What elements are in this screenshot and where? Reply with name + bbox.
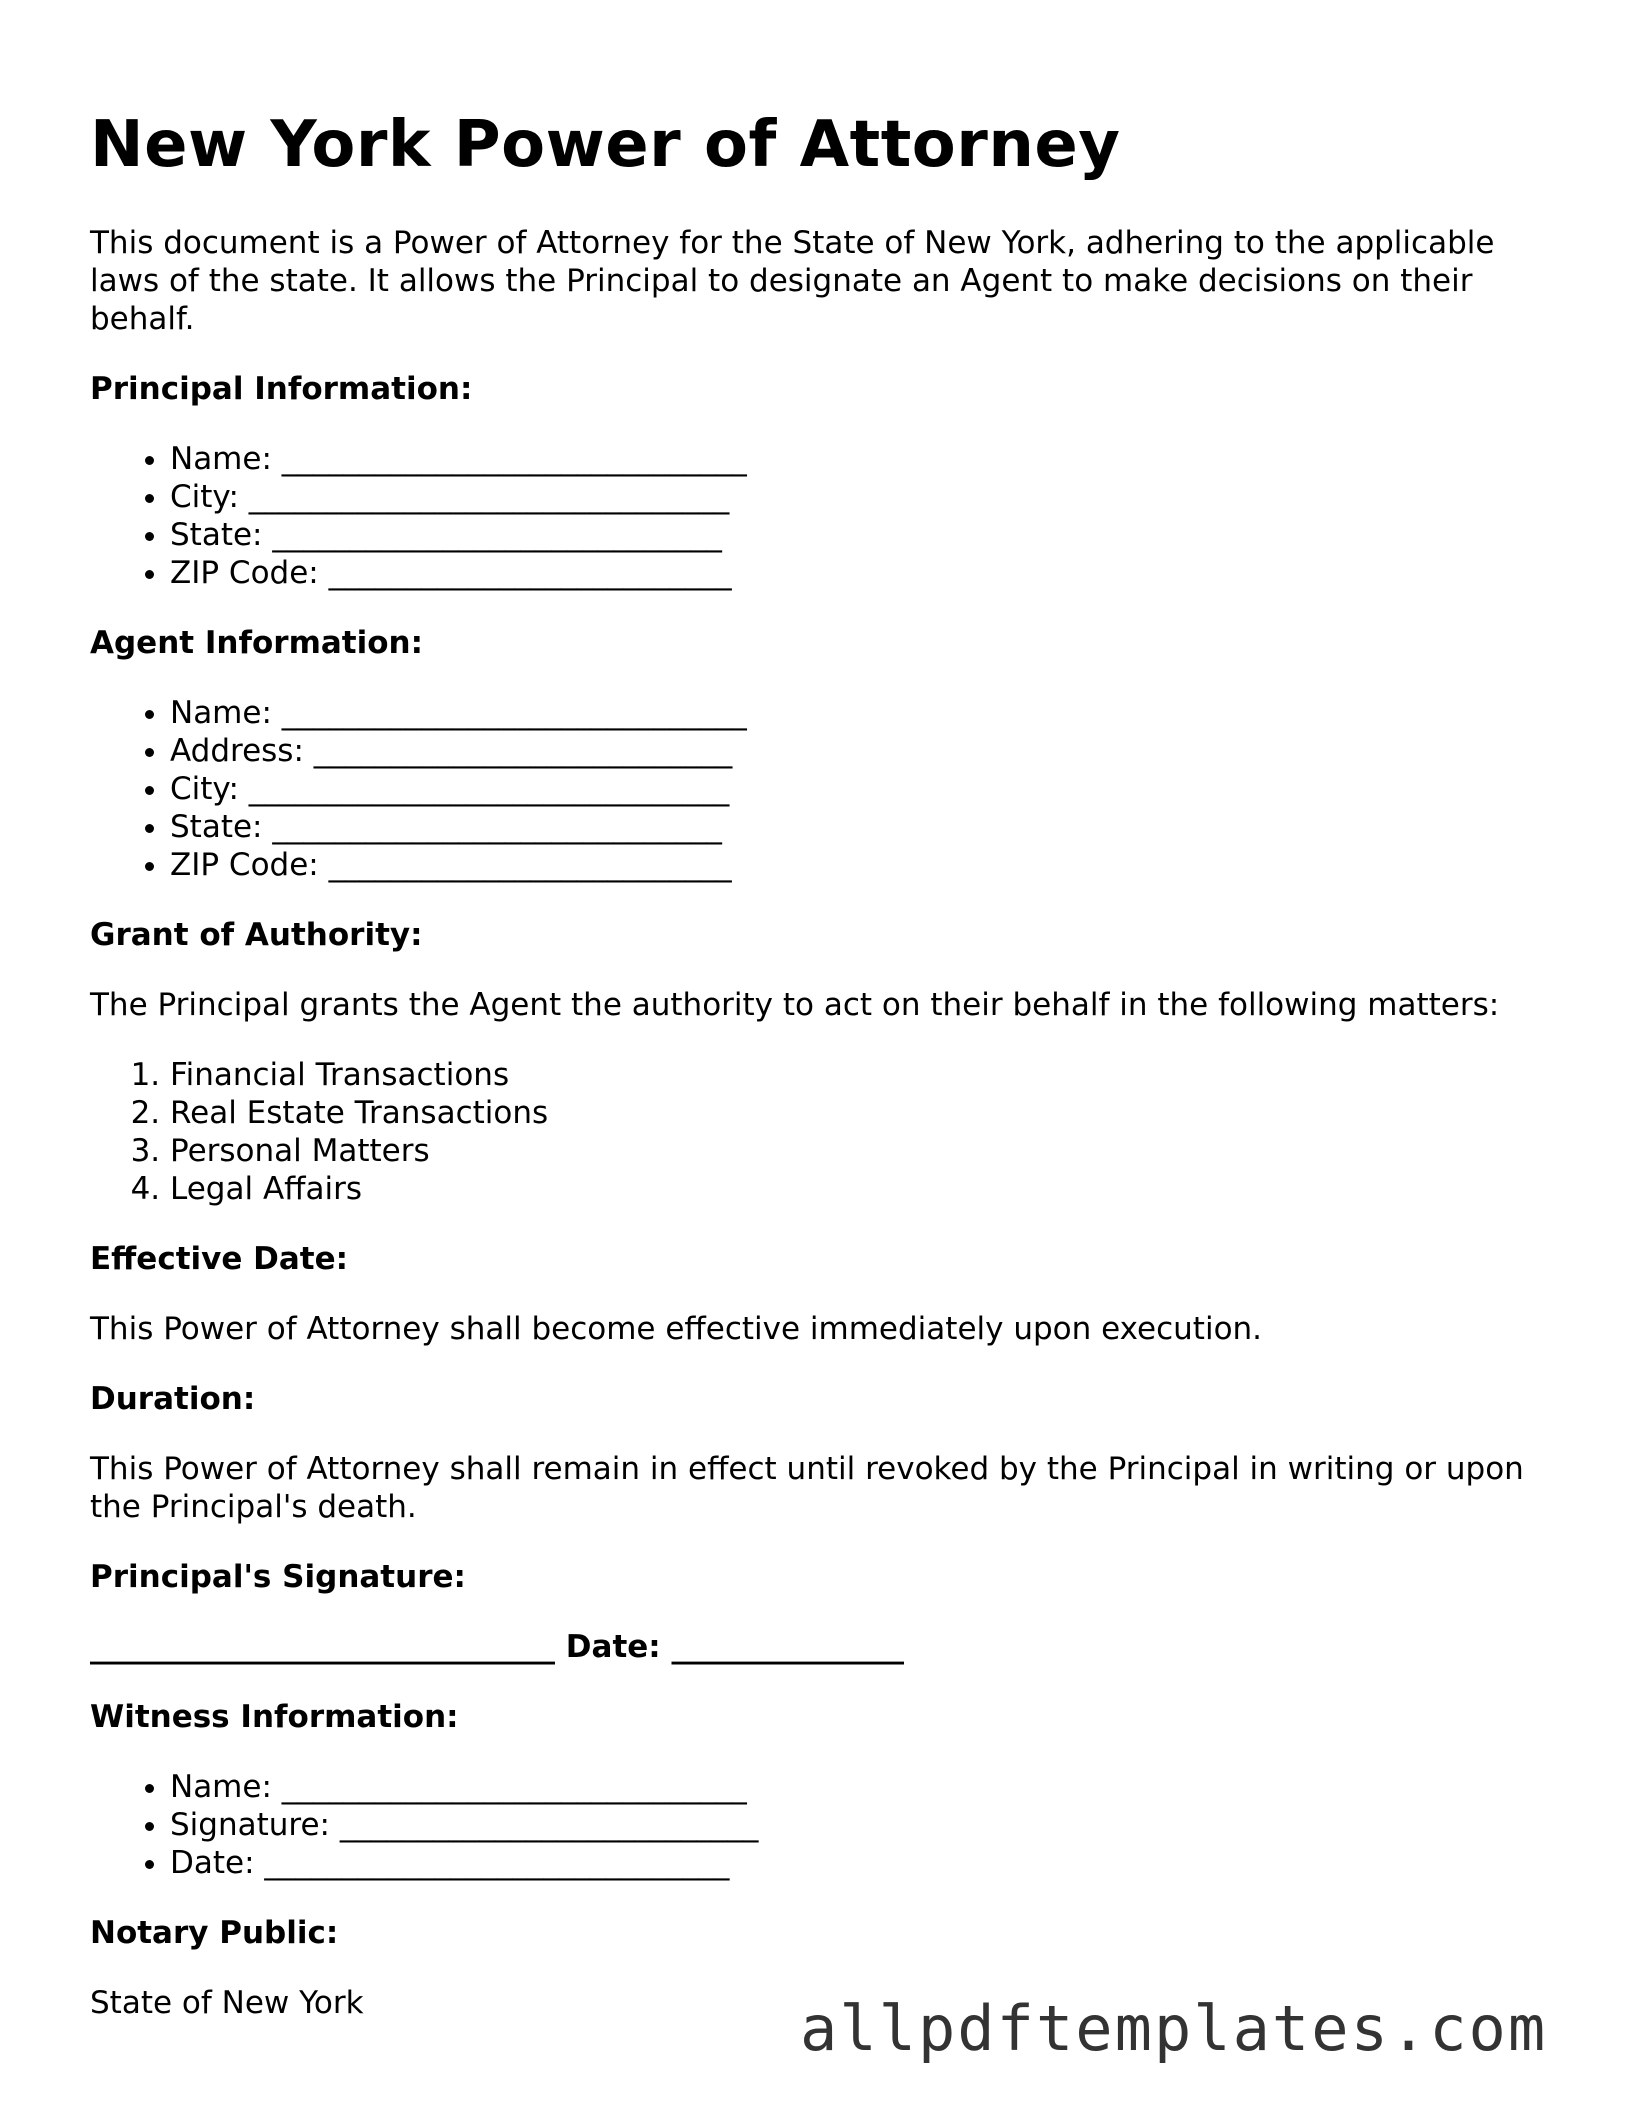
watermark: allpdftemplates.com	[800, 1992, 1548, 2065]
grant-item: 4. Legal Affairs	[170, 1170, 1550, 1208]
principal-list	[90, 440, 1550, 592]
document	[90, 110, 1550, 2054]
witness-list	[90, 1768, 1550, 1882]
intro-paragraph: This document is a Power of Attorney for the State of New York, adhering to the applicable laws of the state. It allows the Principal to designate an Agent to make decisions on their behalf.	[90, 225, 1495, 338]
agent-address-field[interactable]: • Address: ___________________________	[170, 732, 1550, 770]
agent-zip-field[interactable]: • ZIP Code: __________________________	[170, 846, 1550, 884]
principal-heading: Principal Information:	[90, 371, 473, 408]
grant-list	[90, 1056, 1550, 1208]
principal-state-field[interactable]: • State: _____________________________	[170, 516, 1550, 554]
duration-paragraph: This Power of Attorney shall remain in effect until revoked by the Principal in writing or upon the Principal's death.	[90, 1451, 1524, 1526]
page-title: New York Power of Attorney	[90, 108, 1121, 182]
grant-item: 3. Personal Matters	[170, 1132, 1550, 1170]
signature-line[interactable]: ______________________________ Date: _______________	[90, 1629, 904, 1666]
witness-signature-field[interactable]: • Signature: ___________________________	[170, 1806, 1550, 1844]
grant-item: 2. Real Estate Transactions	[170, 1094, 1550, 1132]
signature-heading: Principal's Signature:	[90, 1559, 466, 1596]
notary-heading: Notary Public:	[90, 1915, 339, 1952]
duration-heading: Duration:	[90, 1381, 256, 1418]
agent-heading: Agent Information:	[90, 625, 423, 662]
principal-city-field[interactable]: • City: _______________________________	[170, 478, 1550, 516]
agent-name-field[interactable]: • Name: ______________________________	[170, 694, 1550, 732]
principal-zip-field[interactable]: • ZIP Code: __________________________	[170, 554, 1550, 592]
agent-list	[90, 694, 1550, 884]
notary-state: State of New York	[90, 1985, 364, 2022]
principal-name-field[interactable]: • Name: ______________________________	[170, 440, 1550, 478]
agent-city-field[interactable]: • City: _______________________________	[170, 770, 1550, 808]
grant-paragraph: The Principal grants the Agent the authority to act on their behalf in the following matters:	[90, 987, 1500, 1024]
witness-heading: Witness Information:	[90, 1699, 459, 1736]
agent-state-field[interactable]: • State: _____________________________	[170, 808, 1550, 846]
effective-paragraph: This Power of Attorney shall become effective immediately upon execution.	[90, 1311, 1263, 1348]
grant-item: 1. Financial Transactions	[170, 1056, 1550, 1094]
effective-heading: Effective Date:	[90, 1241, 349, 1278]
witness-name-field[interactable]: • Name: ______________________________	[170, 1768, 1550, 1806]
witness-date-field[interactable]: • Date: ______________________________	[170, 1844, 1550, 1882]
grant-heading: Grant of Authority:	[90, 917, 423, 954]
